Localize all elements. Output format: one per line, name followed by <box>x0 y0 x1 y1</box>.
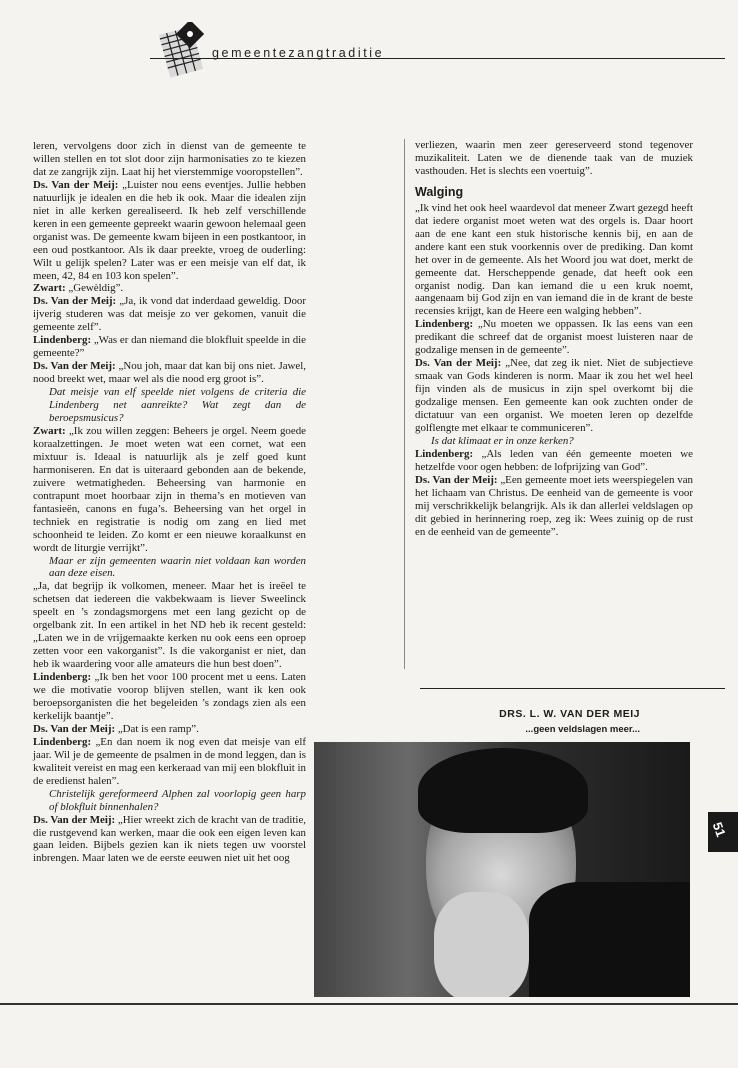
speech-text: „Hier wreekt zich de kracht van de traditie, die rustgevend kan werken, maar die ook een eigen leven kan gaan leiden. Bijbels gezien kan ik niets tegen uw voorstel inbrengen. Maar laten we de eerste eeuwen niet uit het oog <box>33 813 306 865</box>
speech-paragraph <box>33 723 306 736</box>
interviewer-question: Dat meisje van elf speelde niet volgens de criteria die Lindenberg net aanreikte? Wat zegt dan de beroepsmusicus? <box>49 386 306 425</box>
photo-caption-subtitle: ...geen veldslagen meer... <box>525 724 640 735</box>
speech-text: „Luister nou eens eventjes. Jullie hebben natuurlijk je idealen en die heb ik ook. Maar die idealen zijn niet in alle kerken gerealiseerd. Ik heb zelf verschillende keren in een gemeente gepreekt waarin gewoon helemaal geen organist was. De gemeente kwam bijeen in een postkantoor, in een oud postkantoor. Als ik daar preekte, vroeg de ouderling: Wilt u gelijk spelen? Later was er een meisje van elf dat, ik meen, 42, 84 en 103 kon spelen”. <box>33 178 306 282</box>
speech-text: „Dat is een ramp”. <box>115 722 199 735</box>
interviewer-question: Christelijk gereformeerd Alphen zal voorlopig geen harp of blokfluit binnenhalen? <box>49 787 306 813</box>
body-paragraph: „Ja, dat begrijp ik volkomen, meneer. Maar het is ireëel te schetsen dat iedereen die vakbekwaam is liever Sweelinck speelt en ’s zondagsmorgens met een lang gezicht op de orgelbank zit. In een artikel in het ND heb ik recent gesteld: „Laten we in de vrijgemaakte kerken nu ook eens een oproep zetten voor een vakorganist”. Is die vakorganist er niet, dan heb ik waardering voor alle amateurs die hun best doen”. <box>33 580 306 671</box>
speech-paragraph <box>33 814 306 866</box>
speech-paragraph <box>33 671 306 723</box>
speaker-name: Ds. Van der Meij: <box>415 357 502 370</box>
interviewer-question: Is dat klimaat er in onze kerken? <box>431 434 574 447</box>
section-logo-icon <box>150 22 212 84</box>
speaker-name: Ds. Van der Meij: <box>33 722 116 735</box>
speaker-name: Ds. Van der Meij: <box>415 473 498 486</box>
body-paragraph: leren, vervolgens door zich in dienst van de gemeente te willen stellen en tot slot door zijn harmonisaties zo te kiezen dat ze zangrijk zijn. Laat hij het vierstemmige vooropstellen”. <box>33 140 306 178</box>
interviewer-question: Maar er zijn gemeenten waarin niet voldaan kan worden aan deze eisen. <box>49 554 306 580</box>
speech-text: „Was er dan niemand die blokfluit speelde in die gemeente?” <box>33 334 306 360</box>
speaker-name: Lindenberg: <box>415 447 474 460</box>
speech-paragraph <box>33 736 306 788</box>
speech-paragraph <box>33 425 306 555</box>
speaker-name: Lindenberg: <box>33 334 92 347</box>
speech-paragraph <box>33 282 306 295</box>
speech-paragraph <box>415 318 693 357</box>
speech-paragraph <box>415 357 693 435</box>
speech-text: „Een gemeente moet iets weerspiegelen van het lichaam van Christus. De eenheid van de gemeente is voor mij verschrikkelijk belangrijk. Als ik dan allerlei veldslagen op dit gebied in herinnering roep, zeg ik: Wees zuinig op de rust en de eenheid van de gemeente”. <box>415 473 693 538</box>
column-divider <box>404 139 405 669</box>
photo-hand <box>434 892 529 997</box>
speech-text: „Nee, dat zeg ik niet. Niet de subjectieve smaak van Gods kinderen is norm. Maar ik zou het wel heel fijn vinden als de musicus in zijn spel overkomt bij die godzalige mensen. Een gemeente kan ook zuchten onder de dictatuur van een organist. We moeten leren op dezelfde golflengte met elkaar te communiceren”. <box>415 357 693 435</box>
speech-paragraph <box>33 334 306 360</box>
speech-text: „En dan noem ik nog even dat meisje van elf jaar. Wil je de gemeente de psalmen in de mond leggen, dan is kwaliteit vereist en mag een kerkeraad van mij een blokfluit in de eredienst halen”. <box>33 735 306 787</box>
speaker-name: Ds. Van der Meij: <box>33 813 116 826</box>
body-paragraph: „Ik vind het ook heel waardevol dat meneer Zwart gezegd heeft dat iedere organist moet weten wat des orgels is. Daar hoort aan de ene kant een stuk historische kennis bij, en aan de andere kant een stuk voorkennis over de prediking. Dan komt het over in de gemeente. Als het Woord jou wat doet, merkt de gemeente dat. Herscheppende genade, dat heeft ook een organist nodig. Dan kan iemand die u een kruk noemt, aangenaam bij God zijn en van iemand die in de krant de beste recensies krijgt, kan de Heere een walging hebben”. <box>415 201 693 318</box>
speech-paragraph <box>415 448 693 474</box>
footer-rule <box>0 1003 738 1005</box>
speech-paragraph <box>415 474 693 539</box>
speaker-name: Ds. Van der Meij: <box>33 178 119 191</box>
speech-text: „Ik zou willen zeggen: Beheers je orgel. Neem goede koraalzettingen. Je moet weten wat een cornet, wat een mixtuur is. Ideaal is natuurlijk als je zelf goed kunt harmoniseren. En dat is uiteraard gebonden aan de bekende, zuivere wetmatigheden. Beheersing van harmonie en contrapunt moet hoorbaar zijn in thema’s en motieven van fantasieën, canons en fuga’s. Beheersing van het orgel in techniek en registratie is nodig om zang en lied met schoonheid te leiden. Zo komt er een nieuwe koraalkunst en wordt de liturgie verrijkt”. <box>33 424 306 554</box>
article-right-column <box>415 139 693 539</box>
photo-hair <box>418 748 588 833</box>
speech-paragraph <box>33 295 306 334</box>
page-number: 51 <box>709 820 729 839</box>
photo-suit <box>529 882 690 997</box>
speaker-name: Lindenberg: <box>33 671 92 684</box>
speech-text: „Nu moeten we oppassen. Ik las eens van een predikant die schreef dat de organist moest luisteren naar de godzalige mensen in de gemeente”. <box>415 318 693 357</box>
body-paragraph: verliezen, waarin men zeer gereserveerd stond tegenover muzikaliteit. Laten we de dienende taak van de muziek vasthouden. Het is slechts een voertuig”. <box>415 139 693 177</box>
portrait-photo <box>314 742 690 997</box>
section-title: gemeentezangtraditie <box>212 46 385 60</box>
speech-paragraph <box>33 179 306 283</box>
caption-rule <box>420 688 725 689</box>
speech-text: „Ik ben het voor 100 procent met u eens. Laten we die motivatie voorop blijven stellen, want ik ken ook beroepsorganisten die het begeleiden ’s zondags zien als een kerkelijk baantje”. <box>33 671 306 722</box>
speaker-name: Lindenberg: <box>415 318 474 331</box>
speaker-name: Ds. Van der Meij: <box>33 360 116 373</box>
photo-caption-name: DRS. L. W. VAN DER MEIJ <box>499 708 640 720</box>
speech-text: „Gewèldig”. <box>65 282 124 295</box>
article-left-column <box>33 140 306 865</box>
speech-paragraph <box>33 360 306 386</box>
speaker-name: Zwart: <box>33 282 66 295</box>
speaker-name: Lindenberg: <box>33 735 92 748</box>
speech-text: „Nou joh, maar dat kan bij ons niet. Jawel, nood breekt wet, maar wel als die nood erg groot is”. <box>33 360 306 386</box>
speech-text: „Als leden van één gemeente moeten we hetzelfde voor ogen hebben: de lofprijzing van God”. <box>415 447 693 473</box>
subheading: Walging <box>415 184 464 199</box>
speaker-name: Zwart: <box>33 424 66 437</box>
speech-text: „Ja, ik vond dat inderdaad geweldig. Door ijverig studeren was dat meisje zo ver gekomen, vanuit die gemeente zelf”. <box>33 295 306 334</box>
speaker-name: Ds. Van der Meij: <box>33 295 117 308</box>
